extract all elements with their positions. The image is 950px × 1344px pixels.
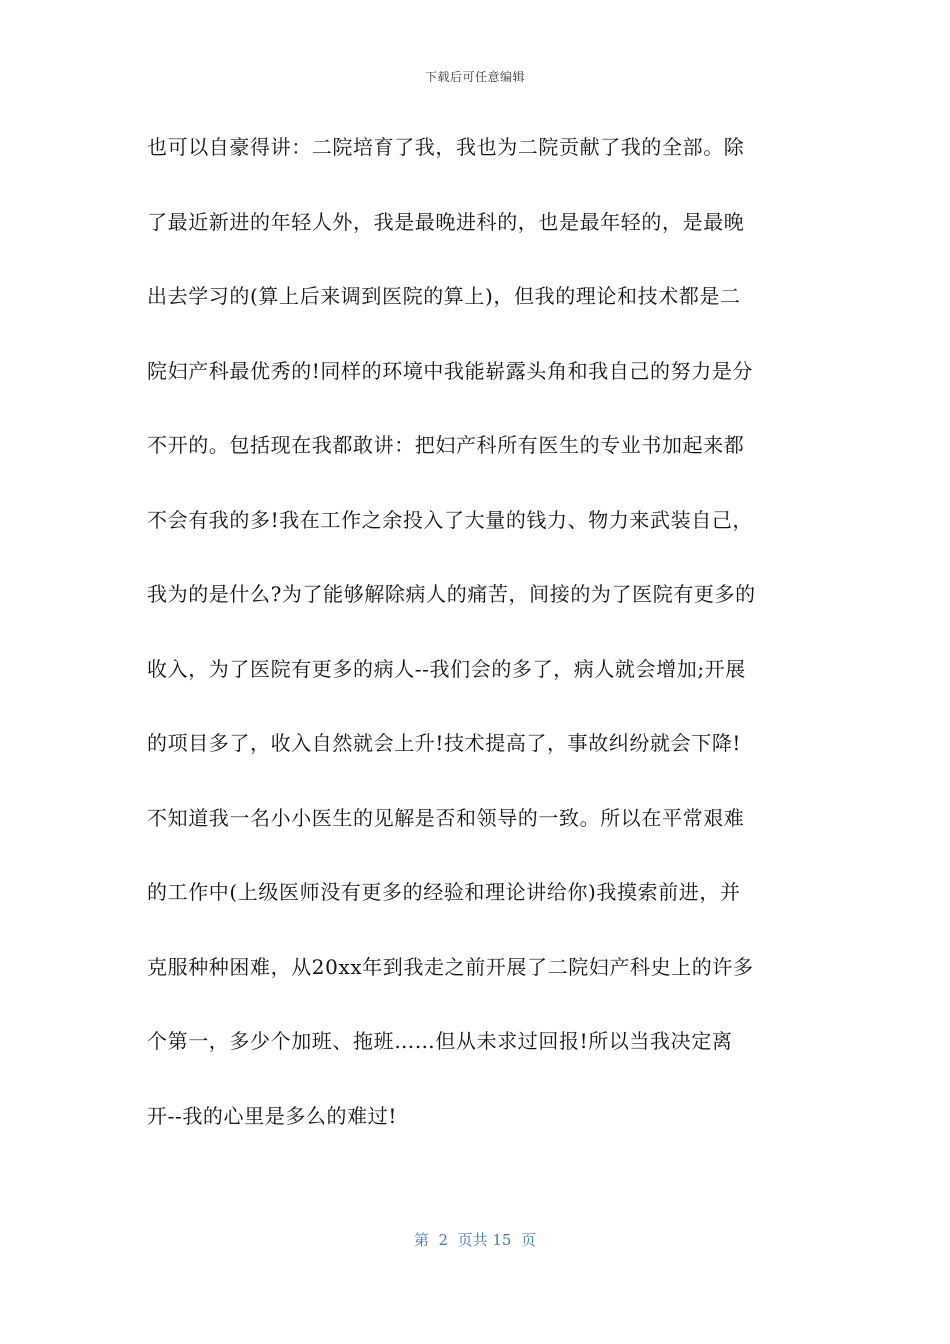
document-body — [147, 128, 807, 1171]
text-line: 出去学习的(算上后来调到医院的算上)，但我的理论和技术都是二 — [147, 284, 741, 308]
text-line: 个第一，多少个加班、拖班……但从未求过回报!所以当我决定离 — [147, 1029, 733, 1053]
text-line: 不会有我的多!我在工作之余投入了大量的钱力、物力来武装自己， — [147, 507, 754, 532]
text-line: 了最近新进的年轻人外，我是最晚进科的，也是最年轻的，是最晚 — [147, 209, 745, 234]
text-line: 院妇产科最优秀的!同样的环境中我能崭露头角和我自己的努力是分 — [147, 358, 754, 383]
page-header: 下载后可任意编辑 — [424, 70, 525, 84]
text-line: 克服种种困难，从20xx年到我走之前开展了二院妇产科史上的许多 — [147, 954, 754, 979]
text-line: 开--我的心里是多么的难过! — [147, 1103, 397, 1128]
text-line: 也可以自豪得讲：二院培育了我，我也为二院贡献了我的全部。除 — [147, 135, 745, 159]
text-line: 不知道我一名小小医生的见解是否和领导的一致。所以在平常艰难 — [147, 805, 745, 830]
text-line: 的项目多了，收入自然就会上升!技术提高了，事故纠纷就会下降! — [147, 731, 742, 755]
text-line: 收入，为了医院有更多的病人--我们会的多了，病人就会增加;开展 — [147, 656, 746, 681]
text-line: 不开的。包括现在我都敢讲：把妇产科所有医生的专业书加起来都 — [147, 433, 745, 457]
page-number-footer: 第 2 页共 15 页 — [413, 1231, 536, 1249]
text-line: 的工作中(上级医师没有更多的经验和理论讲给你)我摸索前进，并 — [147, 880, 741, 904]
text-line: 我为的是什么?为了能够解除病人的痛苦，间接的为了医院有更多的 — [147, 582, 756, 606]
